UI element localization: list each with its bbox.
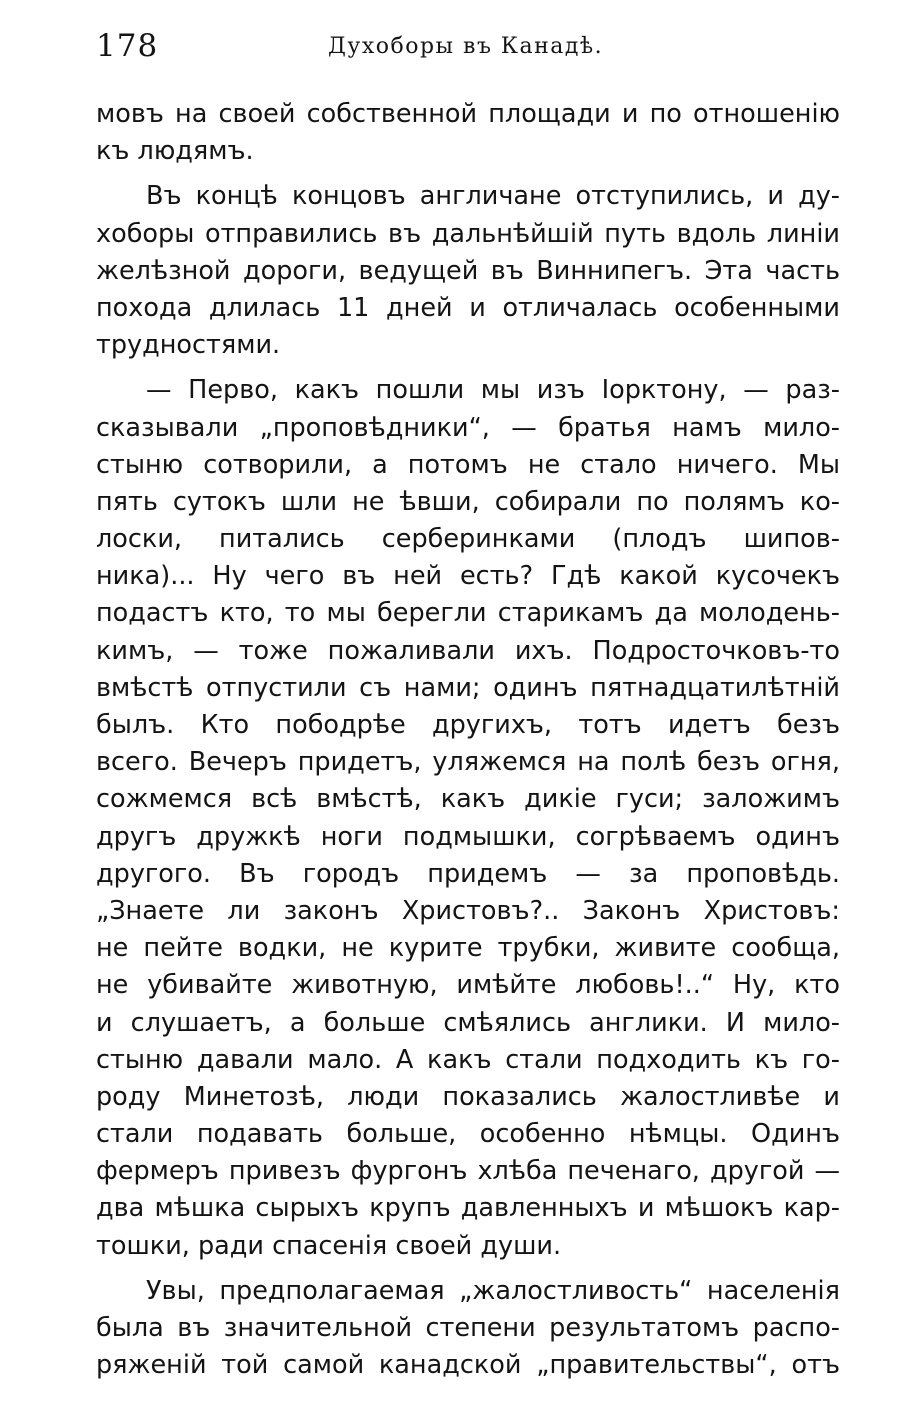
text-line: ника)... Ну чего въ ней есть? Гдѣ какой кусочекъ xyxy=(96,561,840,592)
page-header xyxy=(96,28,840,74)
running-title: Духоборы въ Канадѣ. xyxy=(328,34,604,59)
text-line: Въ концѣ концовъ англичане отступились, и ду- xyxy=(146,181,840,212)
text-line: роду Минетозѣ, люди показались жалостливѣе и xyxy=(96,1081,840,1112)
text-line: ряженiй той самой канадской „правительствы“, отъ xyxy=(96,1350,840,1381)
text-line: — Перво, какъ пошли мы изъ Iорктону, — раз- xyxy=(146,375,840,406)
body-text xyxy=(96,96,840,1384)
text-line: стыню давали мало. А какъ стали подходить къ го- xyxy=(96,1044,840,1075)
text-line: тошки, ради спасенiя своей души. xyxy=(96,1230,562,1261)
text-line: къ людямъ. xyxy=(96,136,254,167)
text-line: хоборы отправились въ дальнѣйшiй путь вдоль линiи xyxy=(96,218,840,249)
text-line: стали подавать больше, особенно нѣмцы. Одинъ xyxy=(96,1119,840,1150)
text-line: вмѣстѣ отпустили съ нами; одинъ пятнадцатилѣтнiй xyxy=(96,672,840,703)
text-line: похода длилась 11 дней и отличалась особенными xyxy=(96,292,840,323)
page-number: 178 xyxy=(96,28,159,64)
text-line: пять сутокъ шли не ѣвши, собирали по полямъ ко- xyxy=(96,486,840,517)
paragraph xyxy=(96,1273,840,1385)
text-line: не пейте водки, не курите трубки, живите сообща, xyxy=(96,933,840,964)
text-line: всего. Вечеръ придетъ, уляжемся на полѣ безъ огня, xyxy=(96,747,840,778)
text-line: желѣзной дороги, ведущей въ Виннипегъ. Эта часть xyxy=(96,255,840,286)
text-line: мовъ на своей собственной площади и по отношенiю xyxy=(96,99,840,129)
text-line: „Знаете ли законъ Христовъ?.. Законъ Христовъ: xyxy=(96,895,840,926)
text-line: сказывали „проповѣдники“, — братья намъ мило- xyxy=(96,412,840,443)
text-line: былъ. Кто пободрѣе другихъ, тотъ идетъ безъ xyxy=(96,710,840,740)
paragraph xyxy=(96,178,840,364)
text-line: подастъ кто, то мы берегли старикамъ да молодень- xyxy=(96,598,840,629)
text-line: другого. Въ городъ придемъ — за проповѣдь. xyxy=(96,858,840,889)
text-line: не убивайте животную, имѣйте любовь!..“ Ну, кто xyxy=(96,970,840,1001)
text-line: была въ значительной степени результатомъ распо- xyxy=(96,1313,840,1343)
text-line: кимъ, — тоже пожаливали ихъ. Подросточковъ-то xyxy=(96,635,840,666)
text-line: трудностями. xyxy=(96,330,281,361)
text-line: сожмемся всѣ вмѣстѣ, какъ дикiе гуси; заложимъ xyxy=(96,784,840,815)
paragraph xyxy=(96,96,840,170)
text-line: Увы, предполагаемая „жалостливость“ населенiя xyxy=(146,1275,840,1306)
text-line: лоски, питались серберинками (плодъ шипов- xyxy=(96,524,840,555)
text-line: стыню сотворили, а потомъ не стало ничего. Мы xyxy=(96,449,840,480)
text-line: фермеръ привезъ фургонъ хлѣба печенаго, другой — xyxy=(96,1156,840,1187)
text-line: два мѣшка сырыхъ крупъ давленныхъ и мѣшокъ кар- xyxy=(96,1193,840,1224)
paragraph xyxy=(96,372,840,1265)
text-line: и слушаетъ, а больше смѣялись англики. И мило- xyxy=(96,1007,840,1038)
text-line: другъ дружкѣ ноги подмышки, согрѣваемъ одинъ xyxy=(96,821,840,852)
